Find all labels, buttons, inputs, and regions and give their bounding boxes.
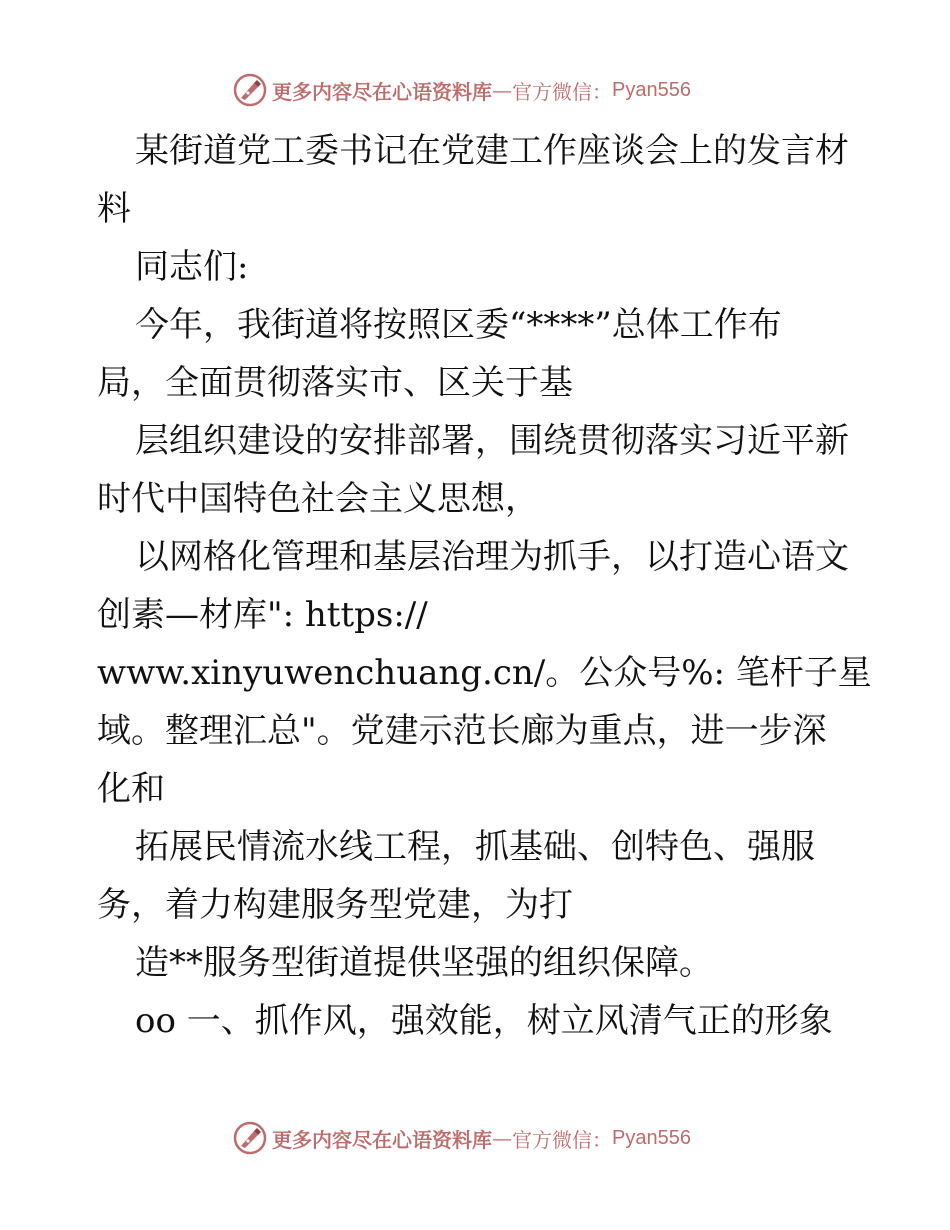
paragraph-line: 创素—材库": https:// — [97, 595, 428, 635]
document-title-line-2: 料 — [97, 189, 131, 229]
paragraph-line: 造**服务型街道提供坚强的组织保障。 — [135, 943, 713, 983]
paragraph-line: 以网格化管理和基层治理为抓手，以打造心语文 — [135, 537, 849, 577]
salutation: 同志们: — [135, 247, 249, 287]
banner-lead-text: 更多内容尽在心语资料库 — [272, 79, 492, 104]
paragraph-line: 今年，我街道将按照区委“****”总体工作布 — [135, 305, 782, 345]
section-heading: oo 一、抓作风，强效能，树立风清气正的形象 — [135, 1001, 833, 1041]
paragraph-line: 拓展民情流水线工程，抓基础、创特色、强服 — [135, 827, 815, 867]
banner-wechat-label: 官方微信： — [512, 79, 612, 104]
banner-dash: — — [492, 78, 512, 102]
banner-lead-text: 更多内容尽在心语资料库 — [272, 1127, 492, 1152]
paragraph-line: 务，着力构建服务型党建，为打 — [97, 885, 573, 925]
document-title-line-1: 某街道党工委书记在党建工作座谈会上的发言材 — [135, 131, 849, 171]
header-banner — [232, 70, 712, 110]
paragraph-line: www.xinyuwenchuang.cn/。公众号%: 笔杆子星 — [97, 653, 872, 693]
banner-wechat-label: 官方微信： — [512, 1127, 612, 1152]
paragraph-line: 化和 — [97, 769, 165, 809]
paragraph-line: 层组织建设的安排部署，围绕贯彻落实习近平新 — [135, 421, 849, 461]
paragraph-line: 局，全面贯彻落实市、区关于基 — [97, 363, 573, 403]
paragraph-line: 时代中国特色社会主义思想， — [97, 479, 539, 519]
pen-nib-logo-icon — [232, 1120, 268, 1156]
paragraph-line: 域。整理汇总"。党建示范长廊为重点，进一步深 — [97, 711, 827, 751]
document-body — [97, 122, 872, 1050]
banner-wechat-id: Pyan556 — [612, 1126, 691, 1149]
footer-banner — [232, 1118, 712, 1158]
banner-dash: — — [492, 1126, 512, 1150]
banner-wechat-id: Pyan556 — [612, 78, 691, 101]
pen-nib-logo-icon — [232, 72, 268, 108]
